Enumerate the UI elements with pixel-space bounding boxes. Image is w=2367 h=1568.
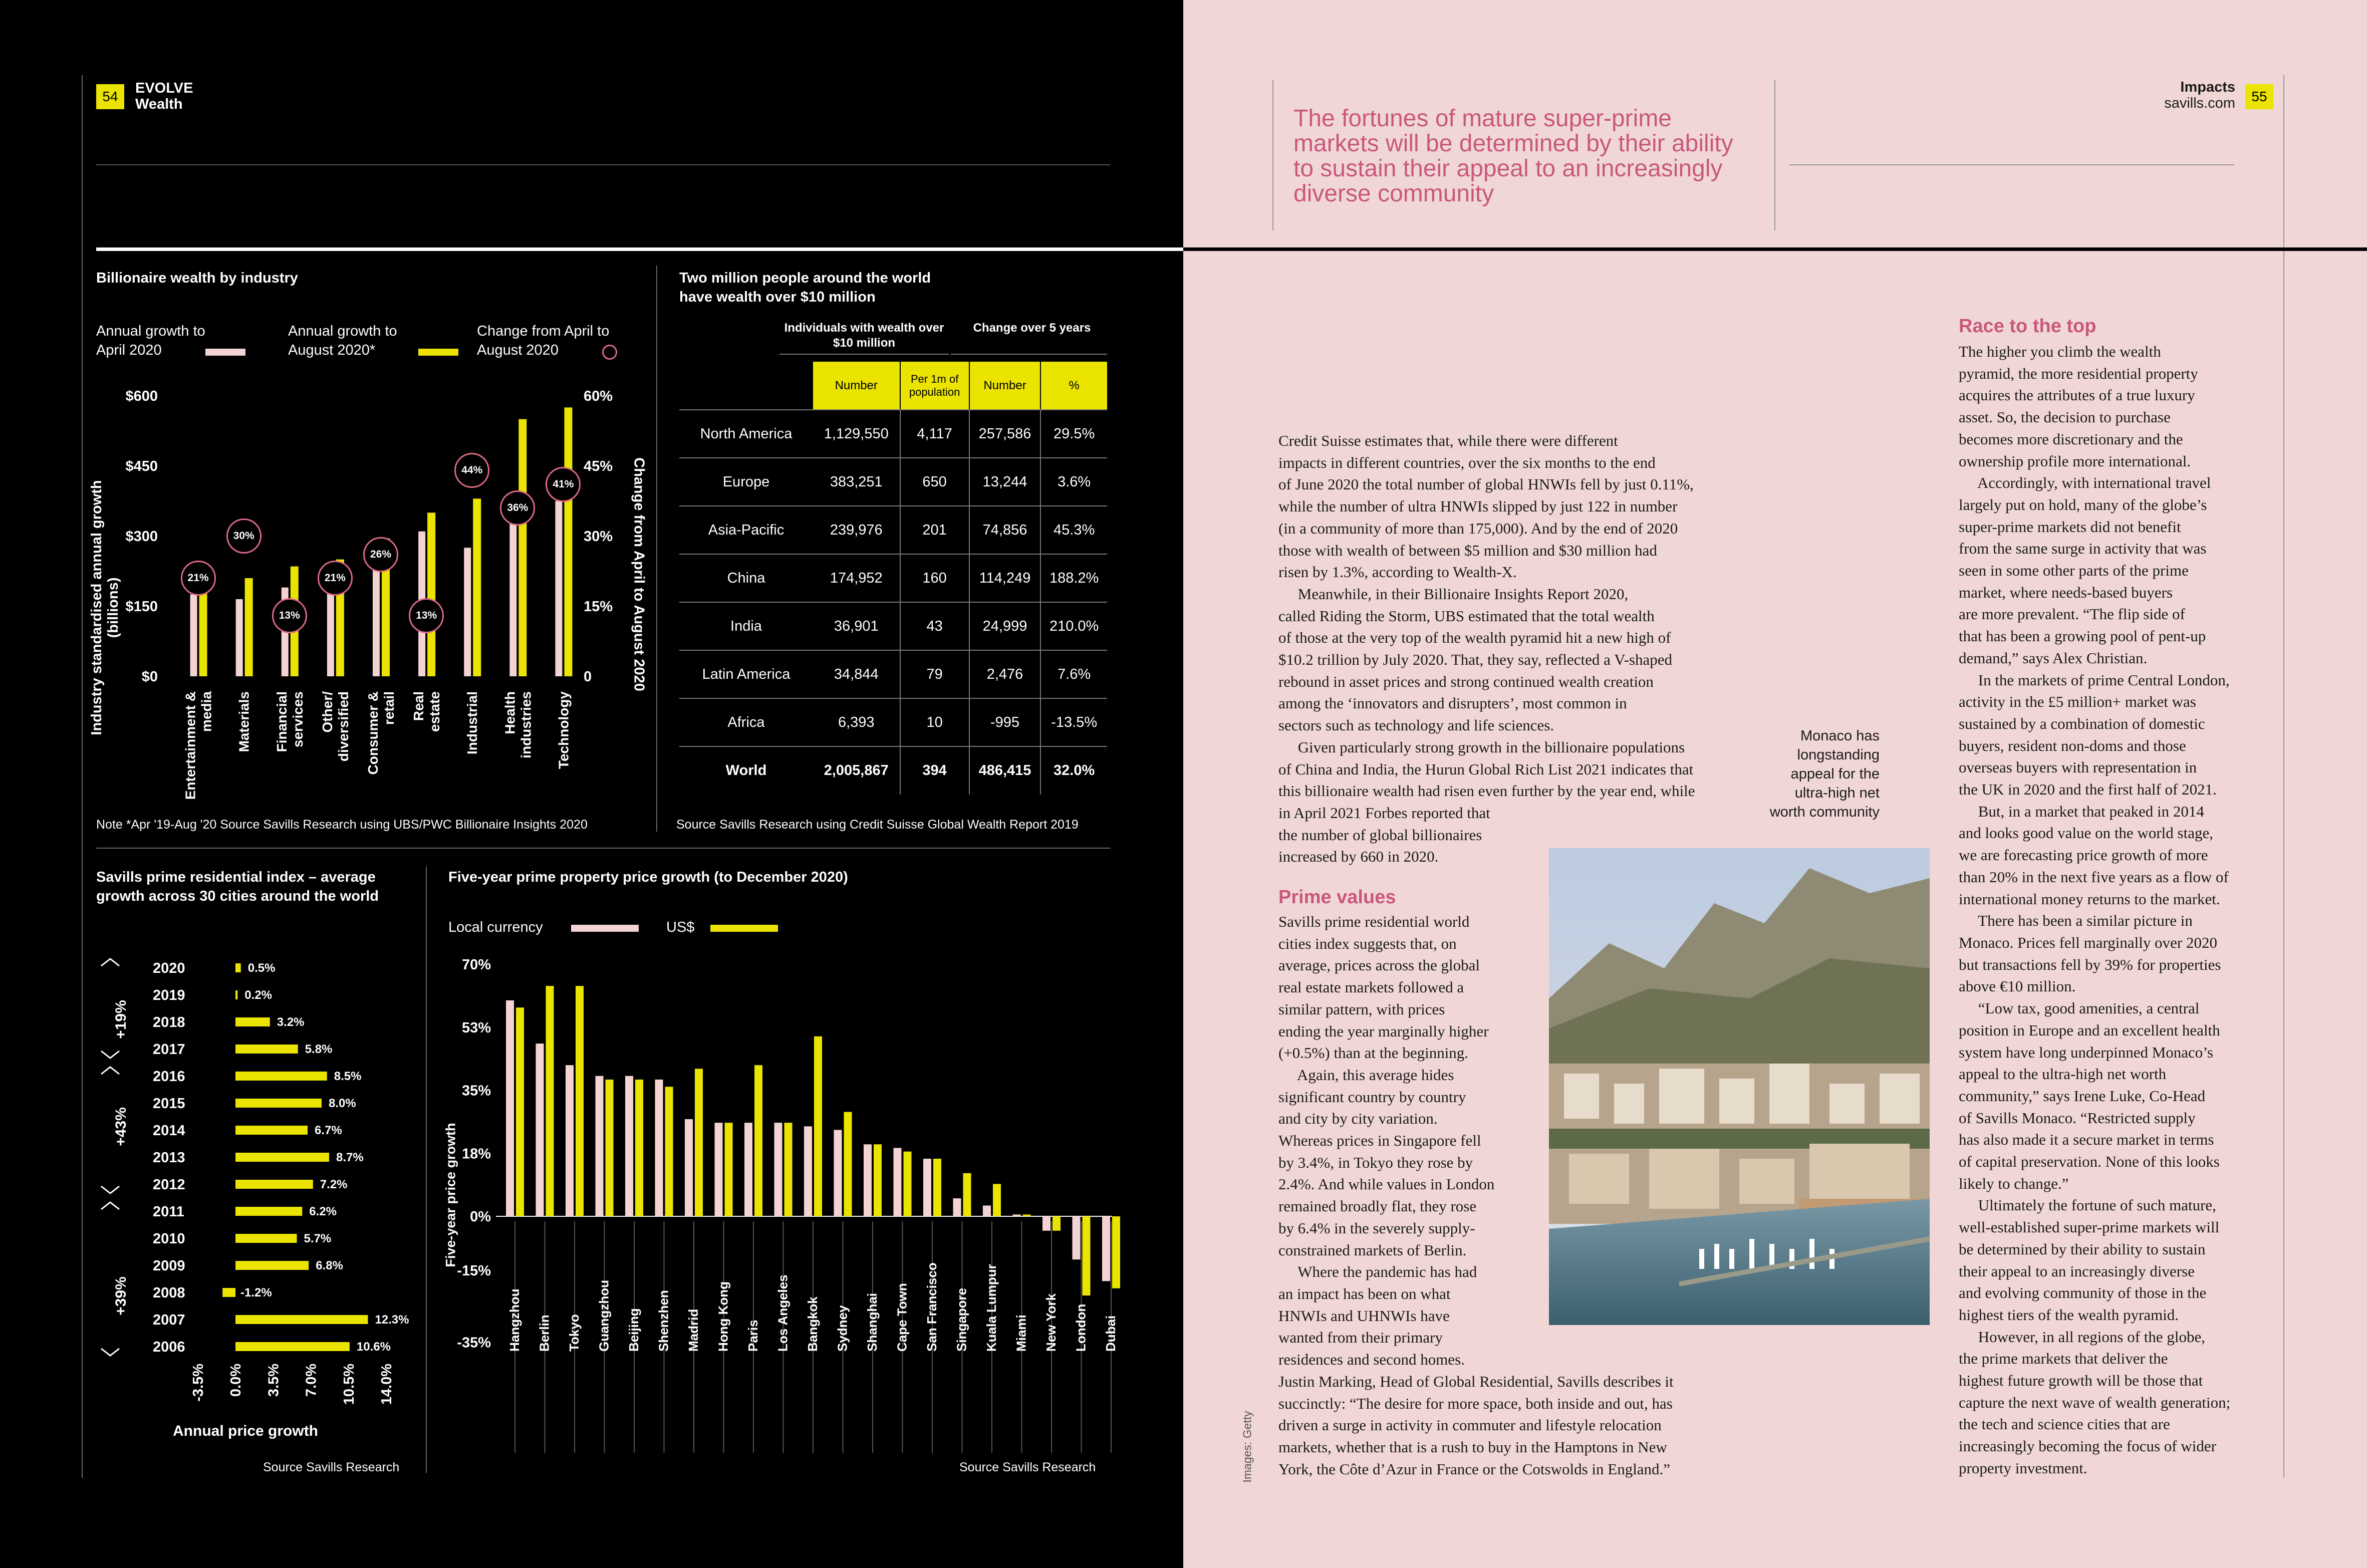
y-tick-label: 53% [461, 1019, 491, 1036]
year-label: 2010 [153, 1231, 185, 1247]
bar [235, 1126, 308, 1135]
y-tick-label: $150 [125, 599, 158, 615]
table-cell: 201 [900, 506, 969, 554]
legend-swatch-yellow [710, 925, 778, 932]
bar-usd [1023, 1214, 1031, 1216]
chart-note [96, 818, 588, 832]
category-label: Hangzhou [507, 1288, 522, 1352]
bar-usd [635, 1080, 643, 1216]
x-tick-label: 3.5% [266, 1364, 282, 1397]
bar-usd [904, 1152, 912, 1216]
category-label: Bangkok [805, 1296, 820, 1352]
legend-label: US$ [666, 919, 695, 935]
change-marker: 13% [272, 598, 307, 633]
pull-quote-rule [1272, 80, 1273, 230]
bar-april [555, 501, 562, 676]
category-label: Realestate [411, 691, 443, 732]
table-row [679, 458, 1107, 506]
x-tick-label: 10.5% [341, 1364, 357, 1405]
category-label: New York [1043, 1293, 1059, 1352]
table-row [679, 410, 1107, 458]
category-label: Industrial [464, 691, 480, 755]
y-tick-label: -35% [457, 1335, 491, 1351]
row-label: World [725, 762, 767, 778]
year-label: 2008 [153, 1285, 185, 1301]
category-label: Tokyo [567, 1314, 582, 1352]
bar-local [894, 1148, 902, 1216]
value-label: 8.0% [329, 1097, 356, 1110]
legend-item [96, 322, 211, 360]
col-header: Number [969, 362, 1041, 410]
bar-local [834, 1130, 842, 1216]
bar-local [625, 1076, 633, 1216]
bar-local [596, 1076, 604, 1216]
section-rule [96, 848, 1110, 849]
header-rule [96, 164, 1110, 165]
y2-tick-label: 60% [584, 388, 613, 404]
chart-source: Source Savills Research [263, 1460, 400, 1474]
year-label: 2013 [153, 1150, 185, 1166]
bar-local [715, 1123, 723, 1216]
article-body: Credit Suisse estimates that, while there were different impacts in different countries, over the six months to the end of June 2020 the total number of global HNWIs fell by just 0.11%, while the number of ultra HNWIs slipped by just 122 in number (in a community of more than 175,000). And by the end of 2020 those with wealth of between $5 million and $30 million had risen by 1.3%, according to Wealth-X. Meanwhile, in their Billionaire Insights Report 2020, called Riding the Storm, UBS estimated that the total wealth of those at the very top of the wealth pyramid hit a new high of $10.2 trillion by July 2020. That, they say, reflected a V-shaped rebound in asset prices and strong continued wealth creation among the ‘innovators and disrupters’, most common in sectors such as technology and life sciences. Given particularly strong growth in the billionaire populations of China and India, the Hurun Global Rich List 2021 indicates that this billionaire wealth had risen even further by the year end, while in April 2021 Forbes reported that the number of global billionaires increased by 660 in 2020. [1278, 432, 1695, 866]
y-tick-label: 35% [461, 1083, 491, 1099]
bar-usd [1112, 1216, 1120, 1288]
value-label: 6.2% [309, 1205, 337, 1218]
bar [235, 1017, 270, 1026]
y-axis-label-right: Change from April to August 2020 [631, 457, 647, 691]
table-cell: 45.3% [1040, 506, 1107, 554]
year-label: 2007 [153, 1312, 185, 1328]
category-label: Kuala Lumpur [984, 1264, 999, 1352]
change-marker: 26% [363, 537, 398, 572]
chart-source: Source Savills Research [959, 1460, 1096, 1474]
bar-april [190, 595, 197, 676]
bar-local [1073, 1216, 1081, 1259]
bar-local [1013, 1214, 1021, 1216]
table-cell: 257,586 [969, 410, 1041, 458]
bar-april [373, 569, 380, 676]
table-cell: 36,901 [813, 602, 900, 650]
col-header: Per 1m of population [900, 362, 969, 410]
vertical-rule [2283, 75, 2284, 1478]
bar-usd [784, 1123, 793, 1216]
bar-local [744, 1123, 752, 1216]
bar [235, 1207, 302, 1216]
bar [235, 1153, 329, 1162]
group-header-rule [779, 354, 949, 355]
bar-local [536, 1043, 544, 1216]
table-cell: 394 [900, 746, 969, 795]
bar-usd [933, 1159, 941, 1216]
bar-usd [844, 1112, 852, 1216]
value-label: 10.6% [356, 1340, 391, 1354]
change-marker: 13% [409, 598, 444, 633]
category-label: Shanghai [865, 1292, 880, 1352]
category-label: Singapore [954, 1287, 969, 1352]
pull-quote-rule [1774, 80, 1775, 230]
y-tick-label: $450 [125, 458, 158, 474]
category-label: Cape Town [894, 1283, 910, 1352]
table-cell: 114,249 [969, 554, 1041, 602]
value-label: 5.7% [304, 1232, 332, 1245]
legend-label: Annual growth to August 2020* [288, 323, 397, 358]
page-number: 54 [102, 89, 118, 104]
row-label: North America [679, 410, 813, 458]
y-tick-label: $0 [141, 669, 158, 685]
column-divider [656, 266, 657, 832]
category-label: Hong Kong [715, 1281, 731, 1352]
category-label: Other/diversified [319, 691, 351, 762]
change-marker: 30% [226, 518, 261, 554]
bar-august [199, 590, 207, 676]
table-cell: 383,251 [813, 458, 900, 506]
change-marker: 44% [454, 453, 489, 488]
year-label: 2015 [153, 1096, 185, 1112]
bar-usd [1083, 1216, 1091, 1295]
bar-local [685, 1119, 693, 1216]
bar-local [923, 1159, 931, 1216]
table-cell: 2,476 [969, 650, 1041, 698]
category-label: Sydney [835, 1305, 850, 1352]
value-label: 5.8% [305, 1042, 333, 1056]
y-axis-label-left: Industry standardised annual growth (billions) [89, 480, 121, 735]
row-label: China [679, 554, 813, 602]
bar [235, 1234, 297, 1243]
legend-label: Change from April to August 2020 [477, 323, 610, 358]
table-cell: 239,976 [813, 506, 900, 554]
table-row [679, 506, 1107, 554]
column-divider [426, 867, 427, 1473]
x-tick-label: -3.5% [190, 1364, 206, 1402]
bar [235, 963, 241, 972]
bar-usd [665, 1087, 673, 1216]
article-body: The higher you climb the wealth pyramid, the more residential property acquires the attributes of a true luxury asset. So, the decision to purchase becomes more discretionary and the ownership profile more international. Accordingly, with international travel largely put on hold, many of the globe’s super-prime markets did not benefit from the same surge in activity that was seen in some other parts of the prime market, where needs-based buyers are more prevalent. “The flip side of that has been a growing pool of pent-up demand,” says Alex Christian. In the markets of prime Central London, activity in the £5 million+ market was sustained by a combination of domestic buyers, resident non-doms and those overseas buyers with representation in the UK in 2020 and the first half of 2021. But, in a market that peaked in 2014 and looks good value on the world stage, we are forecasting price growth of more than 20% in the next five years as a flow of international money returns to the market. There has been a similar picture in Monaco. Prices fell marginally over 2020 but transactions fell by 39% for properties above €10 million. “Low tax, good amenities, a central position in Europe and an excellent health system have long underpinned Monaco’s appeal to the ultra-high net worth community,” says Irene Luke, Co-Head of Savills Monaco. “Restricted supply has also made it a secure market in terms of capital preservation. None of this looks likely to change.” Ultimately the fortune of such mature, well-established super-prime markets will be determined by their ability to sustain their appeal to an increasingly diverse and evolving community of those in the highest tiers of the wealth pyramid. However, in all regions of the globe, the prime markets that deliver the highest future growth will be those that capture the next wave of wealth generation; the tech and science cities that are increasingly becoming the focus of wider property investment. [1959, 343, 2231, 1477]
bar-usd [963, 1173, 971, 1216]
bar [235, 990, 237, 999]
y-tick-label: 18% [461, 1146, 491, 1162]
subsection-label: Wealth [135, 96, 183, 112]
col-header: Number [813, 362, 900, 410]
year-label: 2017 [153, 1041, 185, 1058]
bar-usd [546, 986, 554, 1216]
y2-tick-label: 30% [584, 529, 613, 545]
value-label: 0.5% [247, 961, 276, 975]
category-label: Healthindustries [502, 691, 534, 758]
section-heading: Race to the top [1959, 316, 2096, 337]
bar-local [1042, 1216, 1050, 1231]
bar-august [473, 498, 481, 676]
site-label: savills.com [2164, 95, 2235, 111]
bar [222, 1288, 235, 1297]
table-row [679, 602, 1107, 650]
col-header: % [1040, 362, 1107, 410]
chart-title: Billionaire wealth by industry [96, 270, 298, 286]
y-tick-label: 70% [461, 957, 491, 973]
category-label: Materials [236, 691, 252, 752]
legend-circle-icon [602, 345, 617, 360]
bar-usd [606, 1080, 614, 1216]
bar [235, 1261, 309, 1270]
table-cell: 32.0% [1054, 762, 1095, 778]
year-label: 2014 [153, 1123, 185, 1139]
value-label: 3.2% [277, 1015, 305, 1029]
year-label: 2009 [153, 1258, 185, 1274]
table-cell: -995 [969, 698, 1041, 746]
page-number-badge [96, 84, 124, 109]
y2-tick-label: 0 [584, 669, 592, 685]
bar-local [953, 1198, 961, 1216]
table-cell: -13.5% [1040, 698, 1107, 746]
wealth-table [679, 362, 1107, 795]
section-label: Impacts [2180, 79, 2235, 95]
category-label: Consumer &retail [365, 691, 397, 775]
row-label: Europe [679, 458, 813, 506]
x-tick-label: 0.0% [228, 1364, 244, 1397]
table-row [679, 746, 1107, 795]
category-label: Entertainment &media [182, 691, 214, 800]
table-cell: 24,999 [969, 602, 1041, 650]
legend-item [288, 322, 408, 360]
group-header-rule [951, 354, 1107, 355]
pull-quote: The fortunes of mature super-prime markets will be determined by their ability to sustain their appeal to an increasingly diverse community [1293, 105, 1733, 207]
article-body: Savills prime residential world cities index suggests that, on average, prices across the global real estate markets followed a similar pattern, with prices ending the year marginally higher (+0.5%) than at the beginning. Again, this average hides significant country by country and city by city variation. Whereas prices in Singapore fell by 3.4%, in Tokyo they rose by 2.4%. And while values in London remained broadly flat, they rose by 6.4% in the severely supply- constrained markets of Berlin. Where the pandemic has had an impact has been on what HNWIs and UHNWIs have wanted from their primary residences and second homes. [1278, 913, 1495, 1369]
change-marker: 21% [318, 561, 353, 596]
right-page [1183, 0, 2367, 1568]
y2-tick-label: 45% [584, 458, 613, 474]
year-label: 2020 [153, 960, 185, 976]
table-row [679, 698, 1107, 746]
group-header: Individuals with wealth over $10 million [784, 321, 944, 350]
table-row [679, 650, 1107, 698]
bracket-label: +43% [113, 1107, 129, 1146]
table-cell: 174,952 [813, 554, 900, 602]
y-tick-label: $300 [125, 529, 158, 545]
bar [235, 1099, 322, 1108]
table-cell: 210.0% [1040, 602, 1107, 650]
value-label: 8.5% [334, 1070, 362, 1083]
monaco-photo [1549, 848, 1930, 1325]
table-cell: 34,844 [813, 650, 900, 698]
bar-august [245, 578, 253, 676]
value-label: 6.7% [315, 1124, 342, 1137]
category-label: Shenzhen [656, 1290, 671, 1352]
x-tick-label: 7.0% [303, 1364, 320, 1397]
prime-index-chart [90, 942, 431, 1443]
billionaire-chart [90, 381, 666, 812]
page-number-badge [2245, 84, 2273, 109]
bar-august [518, 419, 527, 676]
bar-april [236, 599, 243, 676]
legend-swatch-pink [571, 925, 639, 932]
left-page [0, 0, 1183, 1568]
article-body: Justin Marking, Head of Global Residential, Savills describes it succinctly: “The desire for more space, both inside and out, has driven a surge in activity in commuter and lifestyle relocation markets, whether that is a rush to buy in the Hamptons in New York, the Côte d’Azur in France or the Cotswolds in England.” [1278, 1373, 1674, 1478]
bar-usd [576, 986, 584, 1216]
table-cell: 74,856 [969, 506, 1041, 554]
table-cell: 188.2% [1040, 554, 1107, 602]
bar-usd [874, 1144, 882, 1216]
bar-usd [516, 1007, 524, 1216]
bar-usd [993, 1184, 1001, 1216]
bar-usd [1053, 1216, 1061, 1231]
legend-swatch-pink [205, 349, 245, 356]
table-cell: 4,117 [900, 410, 969, 458]
bar-april [464, 548, 471, 676]
y-tick-label: -15% [457, 1262, 491, 1279]
bar-april [327, 583, 334, 676]
vertical-rule [82, 75, 83, 1478]
legend-swatch-yellow [418, 349, 458, 356]
image-credit: Images: Getty [1240, 1411, 1254, 1483]
bar-local [804, 1126, 812, 1216]
thick-rule [1183, 247, 2367, 251]
x-tick-label: 14.0% [379, 1364, 395, 1405]
table-cell: 1,129,550 [813, 410, 900, 458]
value-label: 8.7% [336, 1151, 364, 1164]
year-label: 2016 [153, 1069, 185, 1085]
row-label: India [679, 602, 813, 650]
category-label: Beijing [626, 1308, 641, 1352]
table-cell: 29.5% [1040, 410, 1107, 458]
year-label: 2019 [153, 987, 185, 1003]
y-tick-label: 0% [470, 1209, 491, 1225]
category-label: San Francisco [924, 1262, 939, 1352]
note-text: Note *Apr '19-Aug '20 Source Savills Research using UBS/PWC Billionaire Insights 2020 [96, 818, 588, 832]
bar-local [864, 1144, 872, 1216]
header-rule [1789, 164, 2234, 165]
table-cell: 43 [900, 602, 969, 650]
value-label: 12.3% [375, 1313, 409, 1327]
y2-tick-label: 15% [584, 599, 613, 615]
bar-usd [814, 1036, 822, 1216]
chart-title: Five-year prime property price growth (to December 2020) [448, 869, 848, 885]
year-label: 2011 [153, 1204, 184, 1220]
row-label: Latin America [679, 650, 813, 698]
x-axis-label: Annual price growth [173, 1423, 319, 1439]
section-heading: Prime values [1278, 887, 1396, 908]
image-caption: Monaco has longstanding appeal for the ultra-high net worth community [1769, 728, 1880, 820]
table-cell: 650 [900, 458, 969, 506]
table-cell: 13,244 [969, 458, 1041, 506]
category-label: Madrid [686, 1309, 701, 1352]
thick-rule [96, 247, 1183, 251]
value-label: 7.2% [320, 1178, 348, 1191]
category-label: London [1073, 1303, 1089, 1352]
row-label: Africa [679, 698, 813, 746]
change-marker: 36% [500, 490, 535, 526]
table-cell: 7.6% [1040, 650, 1107, 698]
bar-usd [695, 1069, 703, 1216]
bracket-label: +39% [113, 1276, 129, 1316]
chart-title: Savills prime residential index – average growth across 30 cities around the world [96, 869, 379, 904]
section-label: EVOLVE [135, 80, 193, 96]
table-row [679, 554, 1107, 602]
table-cell: 6,393 [813, 698, 900, 746]
group-header: Change over 5 years [973, 321, 1091, 335]
bar-local [566, 1065, 574, 1216]
value-label: 0.2% [244, 988, 273, 1002]
bar-local [774, 1123, 782, 1216]
year-label: 2006 [153, 1339, 185, 1355]
category-label: Technology [556, 691, 572, 769]
table-cell: 3.6% [1040, 458, 1107, 506]
bar-local [983, 1205, 991, 1216]
bar-august [427, 512, 435, 676]
table-source: Source Savills Research using Credit Suisse Global Wealth Report 2019 [676, 818, 1079, 832]
change-marker: 21% [181, 561, 216, 596]
y-tick-label: $600 [125, 388, 158, 404]
category-label: Financialservices [274, 691, 306, 752]
bar [235, 1180, 313, 1189]
value-label: -1.2% [240, 1286, 272, 1299]
bar [235, 1342, 350, 1351]
bar-usd [754, 1065, 762, 1216]
table-cell: 486,415 [969, 746, 1041, 795]
change-marker: 41% [546, 467, 581, 502]
table-title: Two million people around the world have wealth over $10 million [679, 270, 931, 305]
bracket-label: +19% [113, 1000, 129, 1039]
table-cell: 160 [900, 554, 969, 602]
category-label: Guangzhou [596, 1280, 612, 1352]
legend-item [477, 322, 617, 360]
table-cell: 10 [900, 698, 969, 746]
y-axis-label: Five-year price growth [443, 1123, 458, 1267]
year-label: 2018 [153, 1014, 185, 1030]
five-year-chart [441, 942, 1122, 1453]
table-cell: 2,005,867 [813, 746, 900, 795]
category-label: Berlin [537, 1315, 552, 1352]
bar-local [1102, 1216, 1110, 1281]
legend-label: Local currency [448, 919, 543, 935]
bar-august [564, 407, 572, 676]
row-label: Asia-Pacific [679, 506, 813, 554]
bar [235, 1044, 298, 1054]
bar-april [509, 510, 516, 676]
bar-usd [725, 1123, 733, 1216]
bar-local [655, 1080, 663, 1216]
year-label: 2012 [153, 1177, 185, 1193]
bar [235, 1315, 368, 1324]
page-number: 55 [2251, 89, 2267, 104]
category-label: Miami [1013, 1315, 1029, 1352]
category-label: Dubai [1103, 1315, 1118, 1352]
table-cell: 79 [900, 650, 969, 698]
bar-local [506, 1000, 514, 1216]
value-label: 6.8% [316, 1259, 343, 1272]
category-label: Paris [745, 1320, 760, 1352]
legend-label: Annual growth to April 2020 [96, 323, 205, 358]
category-label: Los Angeles [775, 1274, 791, 1352]
bar [235, 1072, 327, 1081]
